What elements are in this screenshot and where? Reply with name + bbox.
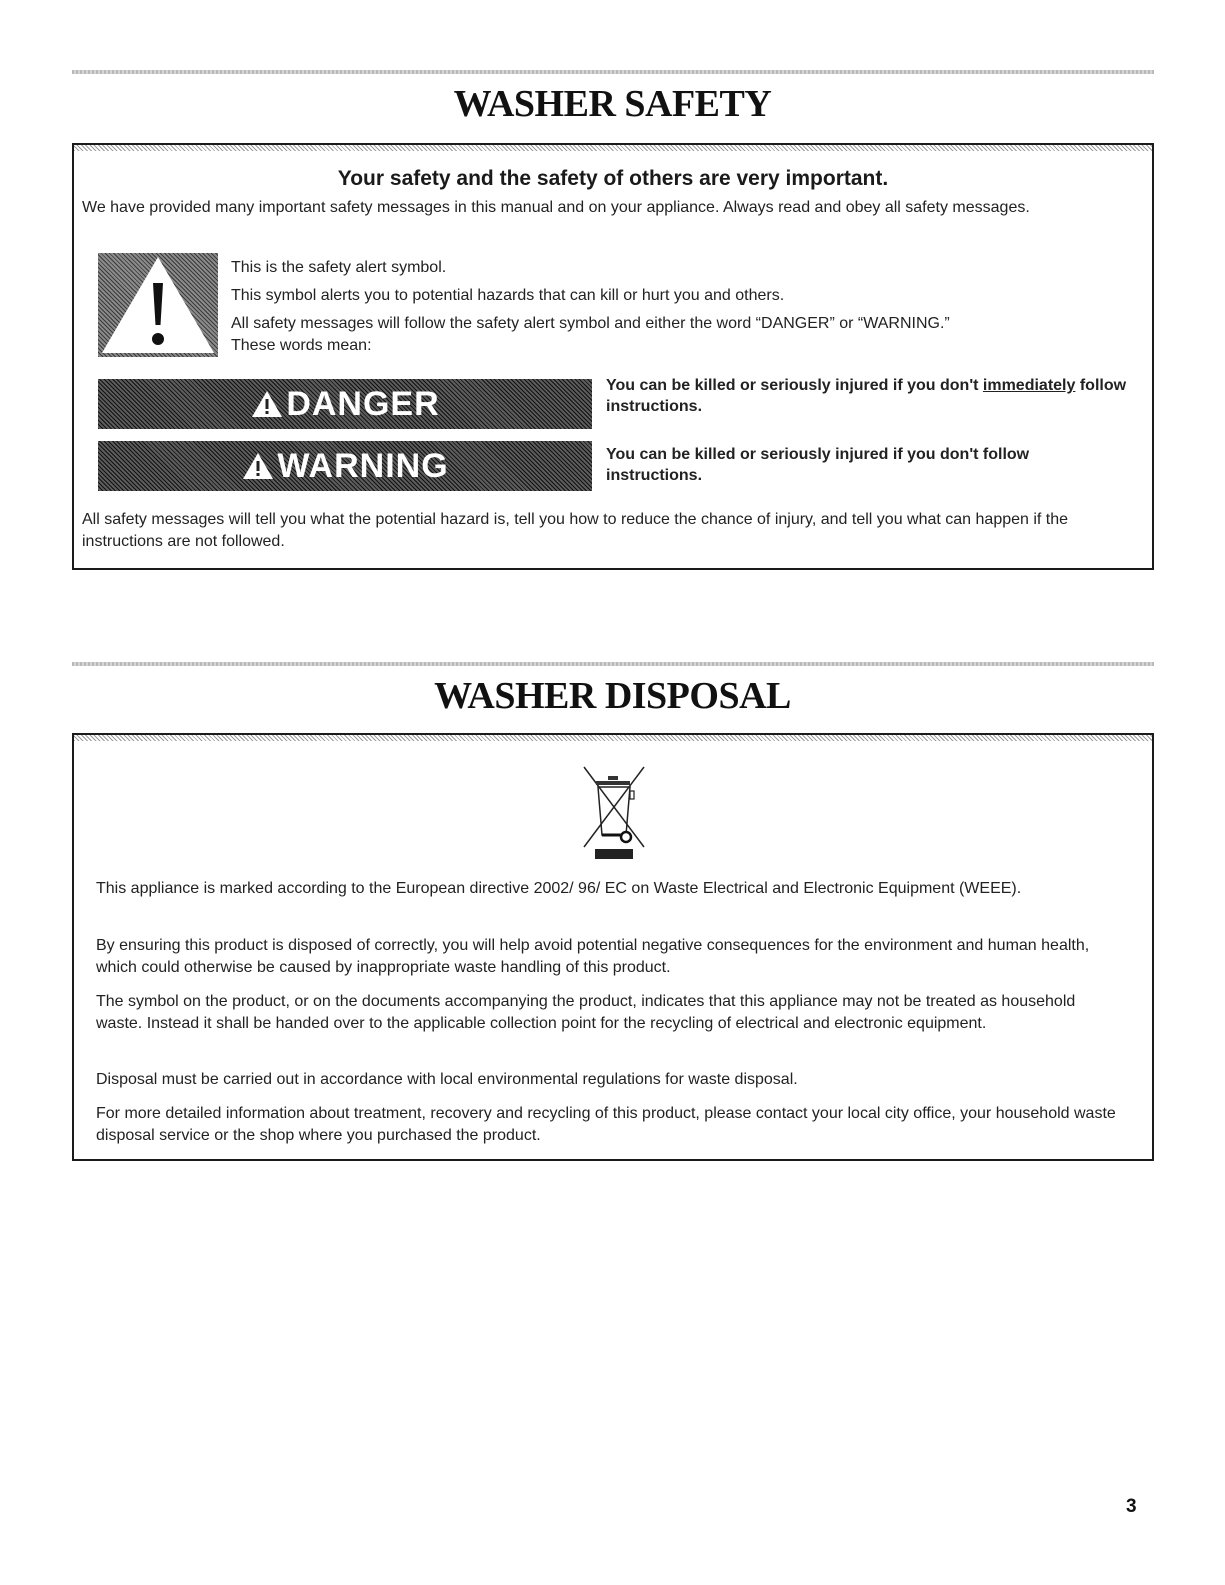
page-number: 3 xyxy=(1126,1496,1137,1517)
symbol-line-3: All safety messages will follow the safety alert symbol and either the word “DANGER” or “WARNING.” xyxy=(231,315,950,332)
safety-title: WASHER SAFETY xyxy=(453,83,772,125)
disposal-paragraph-3: The symbol on the product, or on the documents accompanying the product, indicates that this appliance may not be treated as household waste. Instead it shall be handed over to the applicable collection point for the recycling of electrical and electronic equipment. xyxy=(96,993,1076,1032)
danger-alert-icon xyxy=(250,389,284,419)
safety-alert-icon xyxy=(98,253,218,357)
disposal-title: WASHER DISPOSAL xyxy=(434,675,791,717)
safety-box xyxy=(72,143,1154,570)
top-rule xyxy=(72,70,1154,74)
warning-label: WARNING xyxy=(277,446,449,485)
disposal-paragraph-1: This appliance is marked according to the European directive 2002/ 96/ EC on Waste Electrical and Electronic Equipment (WEEE). xyxy=(96,880,1022,897)
symbol-line-4: These words mean: xyxy=(231,337,372,354)
warning-text: You can be killed or seriously injured if you don't follow instructions. xyxy=(606,446,1030,484)
danger-text: You can be killed or seriously injured if you don't immediately follow instructions. xyxy=(606,377,1127,415)
danger-label: DANGER xyxy=(286,384,440,423)
safety-footer: All safety messages will tell you what the potential hazard is, tell you how to reduce the chance of injury, and tell you what can happen if the instructions are not followed. xyxy=(82,511,1069,550)
safety-intro: We have provided many important safety messages in this manual and on your appliance. Always read and obey all safety messages. xyxy=(82,199,1030,216)
disposal-box xyxy=(72,733,1154,1161)
disposal-paragraph-5: For more detailed information about treatment, recovery and recycling of this product, please contact your local city office, your household waste disposal service or the shop where you purchased the product. xyxy=(96,1105,1116,1144)
warning-alert-icon xyxy=(241,451,275,481)
crossed-out-wheelie-bin-icon xyxy=(578,761,650,861)
danger-signal xyxy=(98,379,592,429)
middle-rule xyxy=(72,662,1154,666)
disposal-paragraph-2: By ensuring this product is disposed of correctly, you will help avoid potential negative consequences for the environment and human health, which could otherwise be caused by inappropriate waste handling of this product. xyxy=(96,937,1090,976)
warning-signal xyxy=(98,441,592,491)
disposal-paragraph-4: Disposal must be carried out in accordance with local environmental regulations for waste disposal. xyxy=(96,1071,798,1088)
symbol-line-2: This symbol alerts you to potential hazards that can kill or hurt you and others. xyxy=(231,287,785,304)
safety-heading: Your safety and the safety of others are very important. xyxy=(337,167,889,190)
symbol-line-1: This is the safety alert symbol. xyxy=(231,259,447,276)
